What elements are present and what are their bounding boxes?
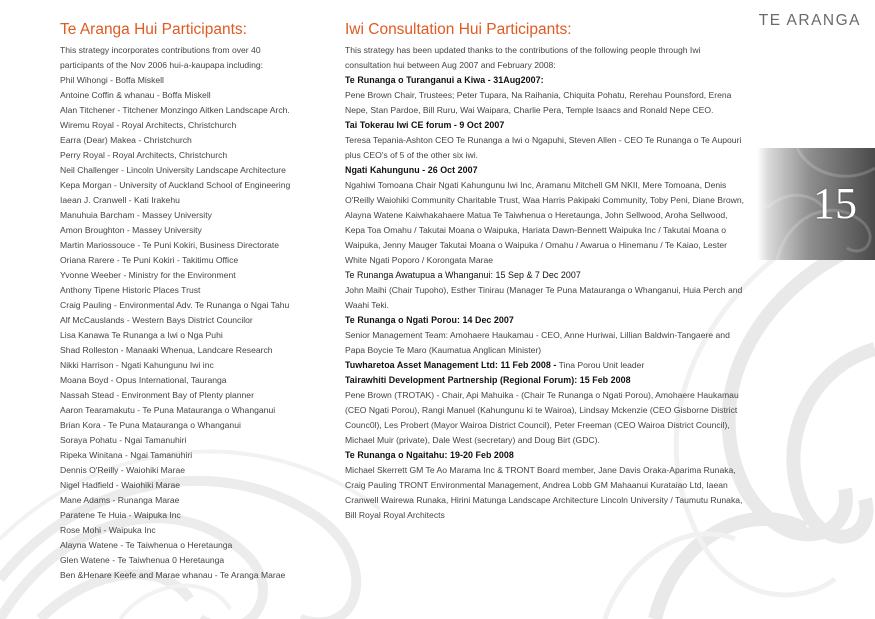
- participant-item: Amon Broughton - Massey University: [60, 225, 202, 235]
- participant-item: Antoine Coffin & whanau - Boffa Miskell: [60, 90, 211, 100]
- participant-item: Yvonne Weeber - Ministry for the Environment: [60, 270, 236, 280]
- participant-item: Kepa Morgan - University of Auckland School of Engineering: [60, 180, 291, 190]
- section-text: Pene Brown Chair, Trustees; Peter Tupara, Na Raihania, Chiquita Pohatu, Rerehau Pounsford, Erena Nepe, Stan Pardoe, Bill Ruru, Wai Waipara, Charlie Pera, Temple Isaacs and Ronald Nepe CEO.: [345, 90, 732, 115]
- participant-item: Martin Mariossouce - Te Puni Kokiri, Business Directorate: [60, 240, 280, 250]
- participant-item: Iaean J. Cranwell - Kati Irakehu: [60, 195, 180, 205]
- participant-item: Rose Mohi - Waipuka Inc: [60, 525, 156, 535]
- participant-item: Glen Watene - Te Taiwhenua 0 Heretaunga: [60, 555, 225, 565]
- section-text: This strategy has been updated thanks to the contributions of the following people through Iwi consultation hui between Aug 2007 and February 2008:: [345, 45, 701, 70]
- participant-item: Soraya Pohatu - Ngai Tamanuhiri: [60, 435, 187, 445]
- participant-item: Oriana Rarere - Te Puni Kokiri - Takitimu Office: [60, 255, 239, 265]
- participant-item: Ripeka Winitana - Ngai Tamanuhiri: [60, 450, 193, 460]
- section-heading: Te Runanga o Ngati Porou: 14 Dec 2007: [345, 315, 514, 325]
- page-number-block: [757, 148, 875, 260]
- participant-item: Dennis O'Reilly - Waiohiki Marae: [60, 465, 186, 475]
- participant-item: Nigel Hadfield - Waiohiki Marae: [60, 480, 181, 490]
- participant-item: Brian Kora - Te Puna Matauranga o Whanganui: [60, 420, 241, 430]
- right-heading: Iwi Consultation Hui Participants:: [345, 21, 572, 38]
- participant-list: [60, 73, 335, 583]
- section-text: Teresa Tepania-Ashton CEO Te Runanga a Iwi o Ngapuhi, Steven Allen - CEO Te Runanga o Te Aupouri plus CEO's of 5 of the other six iwi.: [345, 135, 742, 160]
- participant-item: Wiremu Royal - Royal Architects, Christchurch: [60, 120, 237, 130]
- participant-item: Shad Rolleston - Manaaki Whenua, Landcare Research: [60, 345, 273, 355]
- section-heading: Te Runanga o Turanganui a Kiwa - 31Aug2007:: [345, 75, 544, 85]
- participant-item: Nikki Harrison - Ngati Kahungunu Iwi inc: [60, 360, 214, 370]
- intro-line: participants of the Nov 2006 hui-a-kaupapa including:: [60, 60, 264, 70]
- section-text: Michael Skerrett GM Te Ao Marama Inc & TRONT Board member, Jane Davis Oraka-Aparima Runaka, Craig Pauling TRONT Environmental Management, Andrea Lobb GM Mahaanui Kurataiao Ltd, Iaean Cranwell Wairewa Runaka, Hirini Matunga Landscape Architecture Lincoln University / Taumutu Runaka, Bill Royal Royal Architects: [345, 465, 743, 520]
- participant-item: Alan Titchener - Titchener Monzingo Aitken Landscape Arch.: [60, 105, 290, 115]
- section-heading: Tai Tokerau Iwi CE forum - 9 Oct 2007: [345, 120, 505, 130]
- participant-item: Neil Challenger - Lincoln University Landscape Architecture: [60, 165, 286, 175]
- right-column: [345, 20, 745, 523]
- participant-item: Craig Pauling - Environmental Adv. Te Runanga o Ngai Tahu: [60, 300, 290, 310]
- section-heading: Te Runanga Awatupua a Whanganui: 15 Sep & 7 Dec 2007: [345, 270, 581, 280]
- participant-item: Anthony Tipene Historic Places Trust: [60, 285, 201, 295]
- participant-item: Alf McCauslands - Western Bays District Councilor: [60, 315, 253, 325]
- intro-line: This strategy incorporates contributions from over 40: [60, 45, 261, 55]
- participant-item: Manuhuia Barcham - Massey University: [60, 210, 212, 220]
- participant-item: Ben &Henare Keefe and Marae whanau - Te Aranga Marae: [60, 570, 286, 580]
- participant-item: Phil Wihongi - Boffa Miskell: [60, 75, 164, 85]
- participant-item: Earra (Dear) Makea - Christchurch: [60, 135, 192, 145]
- section-heading: Ngati Kahungunu - 26 Oct 2007: [345, 165, 478, 175]
- section-heading: Tairawhiti Development Partnership (Regional Forum): 15 Feb 2008: [345, 375, 631, 385]
- participant-item: Paratene Te Huia - Waipuka Inc: [60, 510, 181, 520]
- section-text: Pene Brown (TROTAK) - Chair, Api Mahuika - (Chair Te Runanga o Ngati Porou), Amohaere Haukamau (CEO Ngati Porou), Rangi Manuel (Kahungunu ki te Wairoa), Lindsay Mckenzie (CEO Gisborne District Counc0l), Les Probert (Mayor Wairoa District Council), Peter Freeman (CEO Wairoa District Council), Michael Muir (private), Dale West (secretary) and Doug Birt (GDC).: [345, 390, 739, 445]
- section-text: John Maihi (Chair Tupoho), Esther Tinirau (Manager Te Puna Matauranga o Whanganui, Huia Perch and Waahi Teki.: [345, 285, 743, 310]
- consultation-list: [345, 43, 745, 523]
- participant-item: Aaron Tearamakutu - Te Puna Matauranga o Whanganui: [60, 405, 276, 415]
- section-text: Ngahiwi Tomoana Chair Ngati Kahungunu Iwi Inc, Aramanu Mitchell GM NKII, Mere Tomoana, Denis O'Reilly Waiohiki Community Charitable Trust, Waa Harris Pakipaki Community, Toby Peni, Diane Brown, Alayna Watene Kaiwhakahaere Matua Te Taiwhenua o Heretaunga, John Sellwood, Aroha Sellwood, Kepa Toa Omahu / Takutai Moana o Waipuka, Hariata Dawn-Bennett Waipuka Inc / Takutai Moana o Waipuka, Jenny Mauger Takutai Moana o Waipuka / Omahu / Awarua o Hinemanu / Te Kaiao, Lester White Ngati Poporo / Korongata Marae: [345, 180, 744, 265]
- section-heading: Tuwharetoa Asset Management Ltd: 11 Feb 2008 -: [345, 360, 557, 370]
- left-column: [60, 20, 335, 583]
- participant-item: Alayna Watene - Te Taiwhenua o Heretaunga: [60, 540, 233, 550]
- left-intro: [60, 43, 335, 73]
- section-line: [345, 358, 745, 373]
- participant-item: Mane Adams - Runanga Marae: [60, 495, 180, 505]
- left-heading: Te Aranga Hui Participants:: [60, 21, 247, 38]
- brand-title: TE ARANGA: [758, 12, 861, 29]
- participant-item: Perry Royal - Royal Architects, Christchurch: [60, 150, 228, 160]
- participant-item: Nassah Stead - Environment Bay of Plenty planner: [60, 390, 254, 400]
- participant-item: Lisa Kanawa Te Runanga a Iwi o Nga Puhi: [60, 330, 223, 340]
- section-heading: Te Runanga o Ngaitahu: 19-20 Feb 2008: [345, 450, 514, 460]
- page-number: 15: [813, 179, 857, 228]
- section-text: Senior Management Team: Amohaere Haukamau - CEO, Anne Huriwai, Lillian Baldwin-Tangaere and Papa Boycie Te Maro (Kaumatua Anglican Minister): [345, 330, 730, 355]
- participant-item: Moana Boyd - Opus International, Tauranga: [60, 375, 227, 385]
- section-text: Tina Porou Unit leader: [556, 360, 645, 370]
